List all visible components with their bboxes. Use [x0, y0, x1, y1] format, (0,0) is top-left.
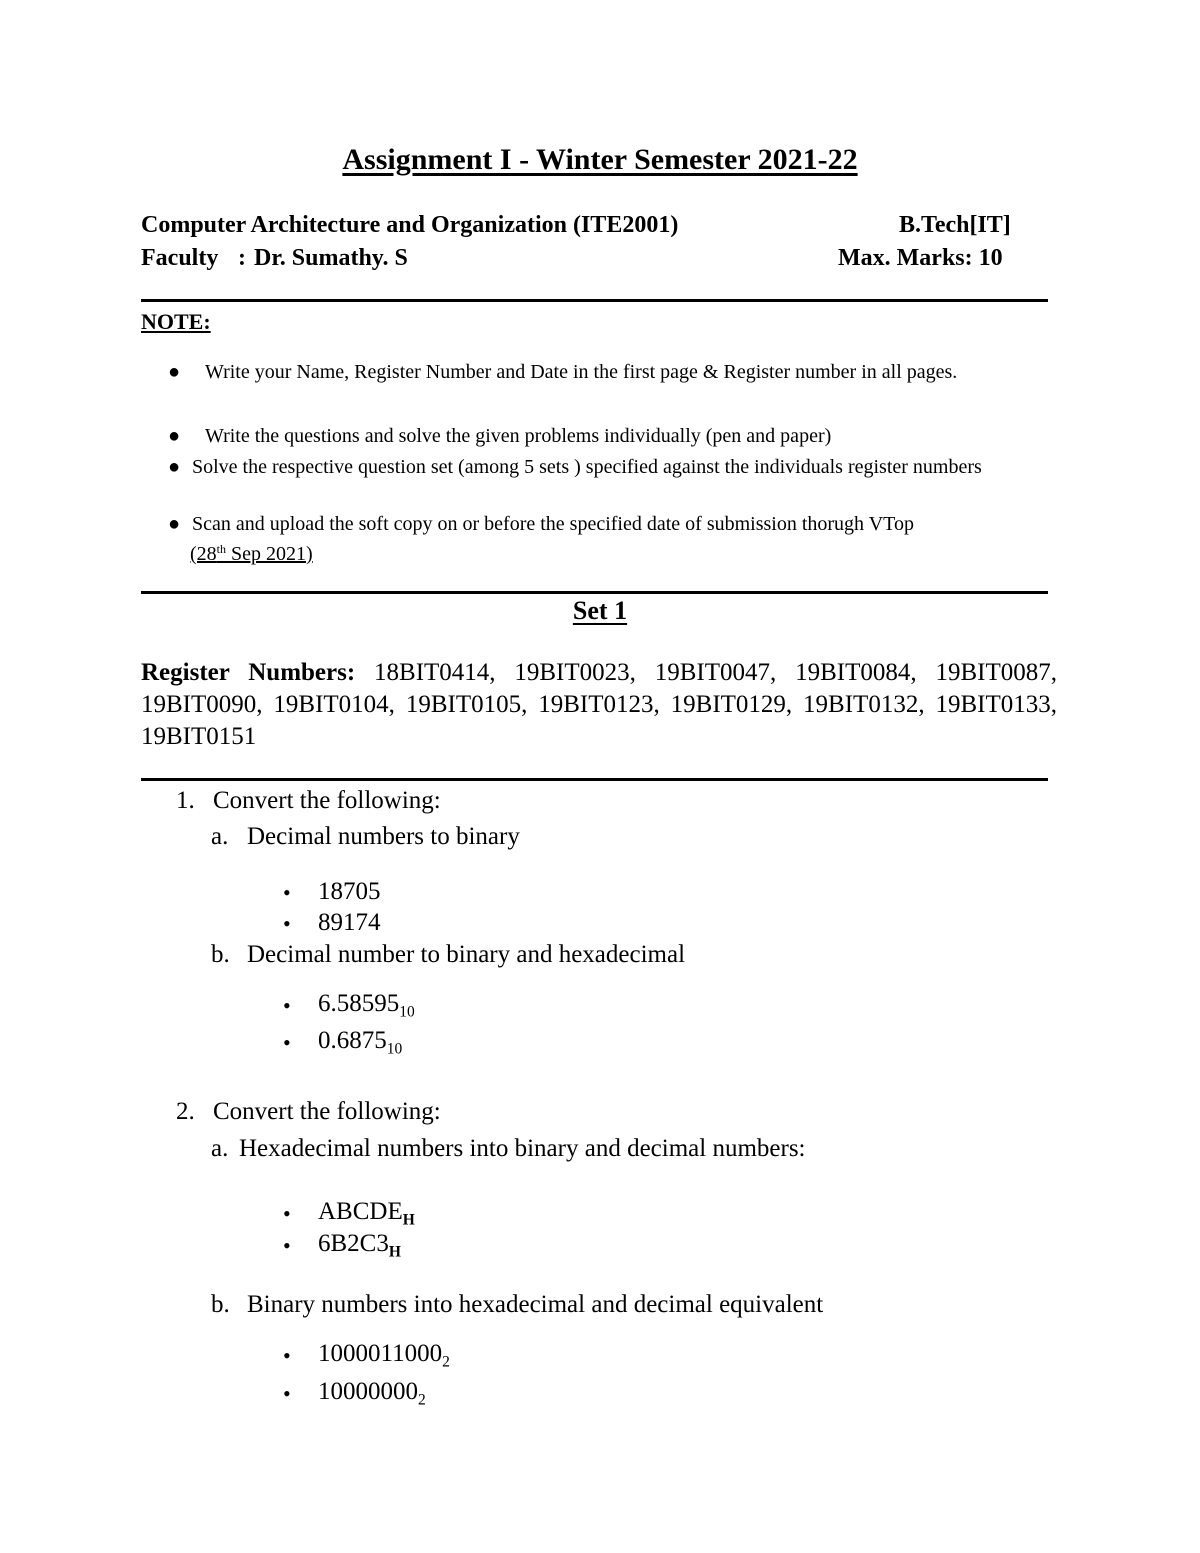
note-item — [168, 509, 1060, 539]
note-item — [168, 357, 1060, 387]
divider — [141, 299, 1048, 302]
course-name: Computer Architecture and Organization (ITE2001) — [141, 212, 679, 238]
bullet-icon: ● — [168, 425, 181, 447]
part-text: Binary numbers into hexadecimal and decimal equivalent — [247, 1291, 824, 1318]
note-label: NOTE: — [141, 309, 211, 334]
register-list: 18BIT0414, 19BIT0023, 19BIT0047, 19BIT0084, 19BIT0087, 19BIT0090, 19BIT0104, 19BIT0105, 19BIT0123, 19BIT0129, 19BIT0132, 19BIT0133, 19BIT0151 — [141, 659, 1057, 750]
program-name: B.Tech[IT] — [899, 212, 1011, 238]
faculty-label: Faculty — [141, 245, 219, 271]
note-item — [168, 421, 1060, 451]
part-text: Hexadecimal numbers into binary and decimal numbers: — [239, 1135, 806, 1162]
note-text: Write the questions and solve the given problems individually (pen and paper) — [205, 425, 832, 447]
set-title: Set 1 — [572, 596, 628, 625]
item-subscript: H — [402, 1211, 415, 1229]
register-numbers — [141, 657, 1057, 753]
divider — [141, 778, 1048, 781]
bullet-icon: • — [283, 1201, 291, 1226]
bullet-icon: • — [283, 993, 291, 1018]
item-value — [318, 1198, 415, 1229]
page-title: Assignment I - Winter Semester 2021-22 — [342, 143, 858, 176]
date-sup: th — [216, 541, 227, 556]
bullet-icon: ● — [168, 361, 181, 383]
item-value — [318, 1340, 450, 1371]
faculty-separator: : — [238, 245, 246, 271]
question-text: Convert the following: — [213, 787, 441, 814]
register-label: Register Numbers: — [141, 659, 356, 686]
bullet-icon: • — [283, 1233, 291, 1258]
bullet-icon: • — [283, 1030, 291, 1055]
item-subscript: 10 — [399, 1003, 415, 1021]
bullet-icon: ● — [168, 513, 181, 535]
note-text: Scan and upload the soft copy on or before the specified date of submission thorugh VTop — [192, 513, 914, 535]
question-number: 2. — [176, 1098, 195, 1125]
part-label: b. — [211, 941, 230, 968]
part-label: a. — [211, 1135, 229, 1162]
date-open: (28 — [190, 543, 217, 565]
part-text: Decimal numbers to binary — [247, 823, 520, 850]
bullet-icon: ● — [168, 456, 181, 478]
item-subscript: 2 — [442, 1353, 450, 1371]
bullet-icon: • — [283, 1381, 291, 1406]
item-subscript: 10 — [386, 1040, 403, 1058]
question-number: 1. — [176, 787, 195, 814]
bullet-icon: • — [283, 880, 291, 905]
divider — [141, 591, 1048, 594]
item-number: 10000000 — [318, 1378, 418, 1405]
item-value — [318, 1378, 426, 1409]
item-subscript: 2 — [418, 1391, 426, 1409]
part-label: a. — [211, 823, 229, 850]
item-value — [318, 1230, 401, 1261]
item-value: 18705 — [318, 878, 381, 905]
note-item — [168, 452, 1060, 482]
item-number: 1000011000 — [318, 1340, 443, 1367]
date-close: Sep 2021) — [226, 543, 313, 565]
item-value — [318, 990, 415, 1021]
note-text: Write your Name, Register Number and Date in the first page & Register number in all pages. — [205, 361, 958, 383]
bullet-icon: • — [283, 911, 291, 936]
note-text: Solve the respective question set (among 5 sets ) specified against the individuals register numbers — [192, 456, 982, 478]
item-value — [318, 1027, 403, 1058]
item-value: 89174 — [318, 909, 381, 936]
part-text: Decimal number to binary and hexadecimal — [247, 941, 686, 968]
faculty-name: Dr. Sumathy. S — [254, 245, 408, 271]
submission-date — [190, 539, 313, 569]
item-number: 6.58595 — [318, 990, 400, 1017]
question-text: Convert the following: — [213, 1098, 441, 1125]
item-subscript: H — [388, 1243, 401, 1261]
item-number: 0.6875 — [318, 1027, 387, 1054]
item-number: 6B2C3 — [318, 1230, 389, 1257]
item-number: ABCDE — [318, 1198, 403, 1225]
bullet-icon: • — [283, 1343, 291, 1368]
max-marks: Max. Marks: 10 — [838, 245, 1003, 271]
part-label: b. — [211, 1291, 230, 1318]
